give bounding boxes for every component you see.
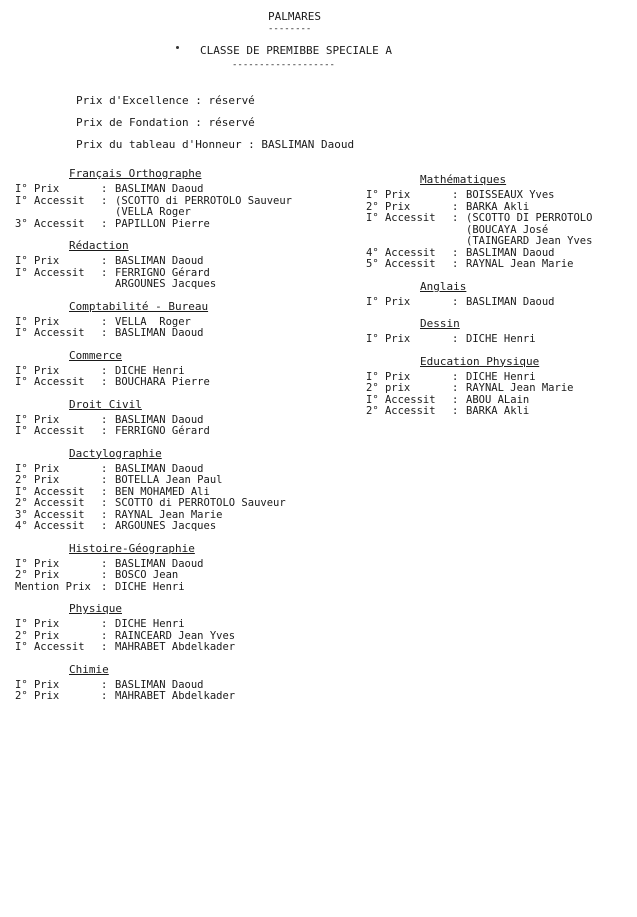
intro-line-fondation: Prix de Fondation : réservé — [76, 116, 255, 129]
award-name: DICHE Henri — [115, 364, 185, 377]
award-name: FERRIGNO Gérard — [115, 266, 210, 279]
award-name: DICHE Henri — [466, 333, 536, 345]
award-row — [366, 297, 631, 309]
award-rank: I° Prix — [366, 295, 411, 308]
award-rank: I° Prix — [15, 315, 60, 328]
award-separator: : — [101, 678, 108, 691]
section-heading: Anglais — [420, 279, 467, 293]
award-row — [15, 219, 335, 231]
award-rank: 2° Prix — [366, 200, 411, 213]
award-separator: : — [101, 194, 108, 207]
award-row — [15, 279, 335, 291]
section-heading: Dactylographie — [69, 446, 162, 460]
award-separator: : — [101, 183, 108, 195]
right-column — [366, 173, 631, 418]
award-rank: I° Accessit — [366, 212, 436, 224]
award-name: BASLIMAN Daoud — [115, 462, 204, 475]
title-rule: -------- — [268, 24, 312, 34]
award-name: BOUCHARA Pierre — [115, 376, 210, 388]
award-separator: : — [101, 641, 108, 653]
award-separator: : — [452, 393, 459, 406]
award-rank: 4° Accessit — [15, 520, 85, 532]
award-row — [15, 328, 335, 340]
section-dessin — [366, 317, 631, 346]
section-heading: Droit Civil — [69, 397, 142, 411]
award-separator: : — [101, 520, 108, 532]
award-rank: I° Accessit — [366, 393, 436, 406]
award-rank: I° Prix — [366, 370, 411, 383]
award-name: BASLIMAN Daoud — [115, 183, 204, 195]
award-separator: : — [101, 618, 108, 630]
award-separator: : — [101, 413, 108, 426]
award-row — [366, 334, 631, 346]
section-heading: Français Orthographe — [69, 167, 202, 180]
award-rank: 2° Accessit — [15, 497, 85, 509]
award-name: MAHRABET Abdelkader — [115, 690, 236, 702]
award-rank: I° Prix — [366, 333, 411, 345]
section-heading: Histoire-Géographie — [69, 541, 195, 555]
award-separator: : — [101, 580, 108, 593]
section-droit-civil — [15, 398, 335, 438]
award-rank: Mention Prix — [15, 580, 91, 593]
award-name: MAHRABET Abdelkader — [115, 641, 236, 653]
award-name: ARGOUNES Jacques — [115, 278, 217, 290]
award-rank: I° Prix — [15, 413, 60, 426]
award-name: FERRIGNO Gérard — [115, 425, 210, 437]
award-name: (VELLA Roger — [115, 206, 191, 218]
award-separator: : — [101, 557, 108, 570]
section-heading: Rédaction — [69, 239, 129, 252]
award-rank: I° Accessit — [15, 194, 85, 207]
class-title: CLASSE DE PREMIBBE SPECIALE A — [200, 44, 393, 57]
award-rank: I° Accessit — [15, 485, 85, 498]
speck-mark — [176, 46, 179, 49]
award-name: VELLA Roger — [115, 315, 191, 328]
section-redaction — [15, 239, 335, 291]
award-rank: I° Prix — [15, 618, 60, 630]
award-rank: 4° Accessit — [366, 246, 436, 259]
section-commerce — [15, 349, 335, 389]
award-separator: : — [452, 200, 459, 213]
award-name: BASLIMAN Daoud — [115, 255, 204, 267]
award-separator: : — [101, 327, 108, 339]
section-heading: Dessin — [420, 317, 460, 330]
award-rank: I° Prix — [15, 557, 60, 570]
intro-line-excellence: Prix d'Excellence : réservé — [76, 94, 255, 107]
section-heading: Education Physique — [420, 354, 540, 368]
award-separator: : — [101, 462, 108, 475]
section-heading: Mathématiques — [420, 173, 507, 186]
award-rank: I° Accessit — [15, 376, 85, 388]
award-name: (BOUCAYA José — [466, 223, 549, 236]
award-separator: : — [452, 212, 459, 224]
award-rank: 5° Accessit — [366, 258, 436, 270]
award-name: (TAINGEARD Jean Yves — [466, 235, 593, 247]
award-name: BOTELLA Jean Paul — [115, 474, 223, 486]
award-name: RAYNAL Jean Marie — [115, 508, 223, 521]
award-name: BASLIMAN Daoud — [115, 678, 204, 691]
award-rank: 3° Accessit — [15, 508, 85, 521]
award-name: DICHE Henri — [115, 618, 185, 630]
award-name: BASLIMAN Daoud — [115, 557, 204, 570]
section-heading: Chimie — [69, 662, 109, 676]
award-row — [15, 521, 335, 533]
award-separator: : — [452, 370, 459, 383]
award-name: RAINCEARD Jean Yves — [115, 629, 236, 642]
award-separator: : — [452, 405, 459, 417]
award-row — [15, 426, 335, 438]
award-separator: : — [101, 485, 108, 498]
section-heading: Commerce — [69, 348, 122, 362]
award-row — [366, 259, 631, 271]
award-rank: 2° Prix — [15, 569, 60, 581]
award-name: BOISSEAUX Yves — [466, 189, 555, 201]
award-name: RAYNAL Jean Marie — [466, 258, 574, 270]
award-separator: : — [452, 382, 459, 394]
award-rank: I° Accessit — [15, 425, 85, 437]
award-name: BASLIMAN Daoud — [115, 327, 204, 339]
section-histoire-geographie — [15, 542, 335, 594]
award-rank: I° Prix — [15, 678, 60, 691]
award-separator: : — [452, 295, 459, 308]
award-rank: I° Prix — [15, 255, 60, 267]
section-physique — [15, 602, 335, 654]
section-chimie — [15, 663, 335, 703]
award-separator: : — [101, 497, 108, 509]
section-education-physique — [366, 355, 631, 418]
award-name: BOSCO Jean — [115, 569, 179, 581]
award-separator: : — [452, 333, 459, 345]
award-rank: 2° Prix — [15, 690, 60, 702]
award-name: BEN MOHAMED Ali — [115, 485, 210, 498]
award-separator: : — [101, 690, 108, 702]
award-separator: : — [101, 425, 108, 437]
award-name: BASLIMAN Daoud — [115, 413, 204, 426]
award-rank: I° Accessit — [15, 641, 85, 653]
award-rank: I° Prix — [366, 189, 411, 201]
intro-line-honneur: Prix du tableau d'Honneur : BASLIMAN Daoud — [76, 138, 355, 151]
award-name: SCOTTO di PERROTOLO Sauveur — [115, 497, 286, 509]
award-rank: I° Accessit — [15, 266, 85, 279]
award-rank: 2° Prix — [15, 474, 60, 486]
section-anglais — [366, 280, 631, 309]
award-name: DICHE Henri — [466, 370, 536, 383]
section-comptabilite-bureau — [15, 300, 335, 340]
award-separator: : — [101, 508, 108, 521]
award-name: ABOU ALain — [466, 393, 530, 406]
award-separator: : — [101, 315, 108, 328]
award-rank: 3° Accessit — [15, 217, 85, 230]
award-row — [15, 642, 335, 654]
section-heading: Physique — [69, 602, 122, 615]
award-separator: : — [101, 364, 108, 377]
award-separator: : — [101, 629, 108, 642]
award-rank: 2° Prix — [15, 629, 60, 642]
award-name: ARGOUNES Jacques — [115, 520, 217, 532]
award-rank: I° Accessit — [15, 327, 85, 339]
award-separator: : — [101, 217, 108, 230]
award-separator: : — [452, 258, 459, 270]
award-separator: : — [101, 255, 108, 267]
award-name: BASLIMAN Daoud — [466, 246, 555, 259]
award-rank: I° Prix — [15, 364, 60, 377]
award-separator: : — [101, 569, 108, 581]
award-name: (SCOTTO DI PERROTOLO — [466, 212, 593, 224]
section-heading: Comptabilité - Bureau — [69, 299, 209, 313]
award-row — [15, 582, 335, 594]
award-name: BARKA Akli — [466, 405, 530, 417]
award-separator: : — [452, 189, 459, 201]
award-rank: I° Prix — [15, 462, 60, 475]
award-name: BASLIMAN Daoud — [466, 295, 555, 308]
left-column — [15, 167, 335, 703]
award-separator: : — [101, 266, 108, 279]
document-title: PALMARES — [268, 10, 321, 23]
award-separator: : — [452, 246, 459, 259]
award-separator: : — [101, 376, 108, 388]
section-mathematiques — [366, 173, 631, 271]
section-dactylographie — [15, 447, 335, 533]
class-title-rule: ------------------- — [232, 60, 335, 70]
section-francais-orthographe — [15, 167, 335, 230]
award-name: (SCOTTO di PERROTOLO Sauveur — [115, 194, 293, 207]
award-name: BARKA Akli — [466, 200, 530, 213]
award-separator: : — [101, 474, 108, 486]
award-row — [15, 691, 335, 703]
award-row — [366, 213, 631, 225]
award-name: RAYNAL Jean Marie — [466, 382, 574, 394]
award-rank: 2° prix — [366, 382, 411, 394]
award-name: PAPILLON Pierre — [115, 217, 210, 230]
award-rank: I° Prix — [15, 183, 60, 195]
award-row — [366, 406, 631, 418]
award-rank: 2° Accessit — [366, 405, 436, 417]
award-row — [15, 377, 335, 389]
award-name: DICHE Henri — [115, 580, 185, 593]
